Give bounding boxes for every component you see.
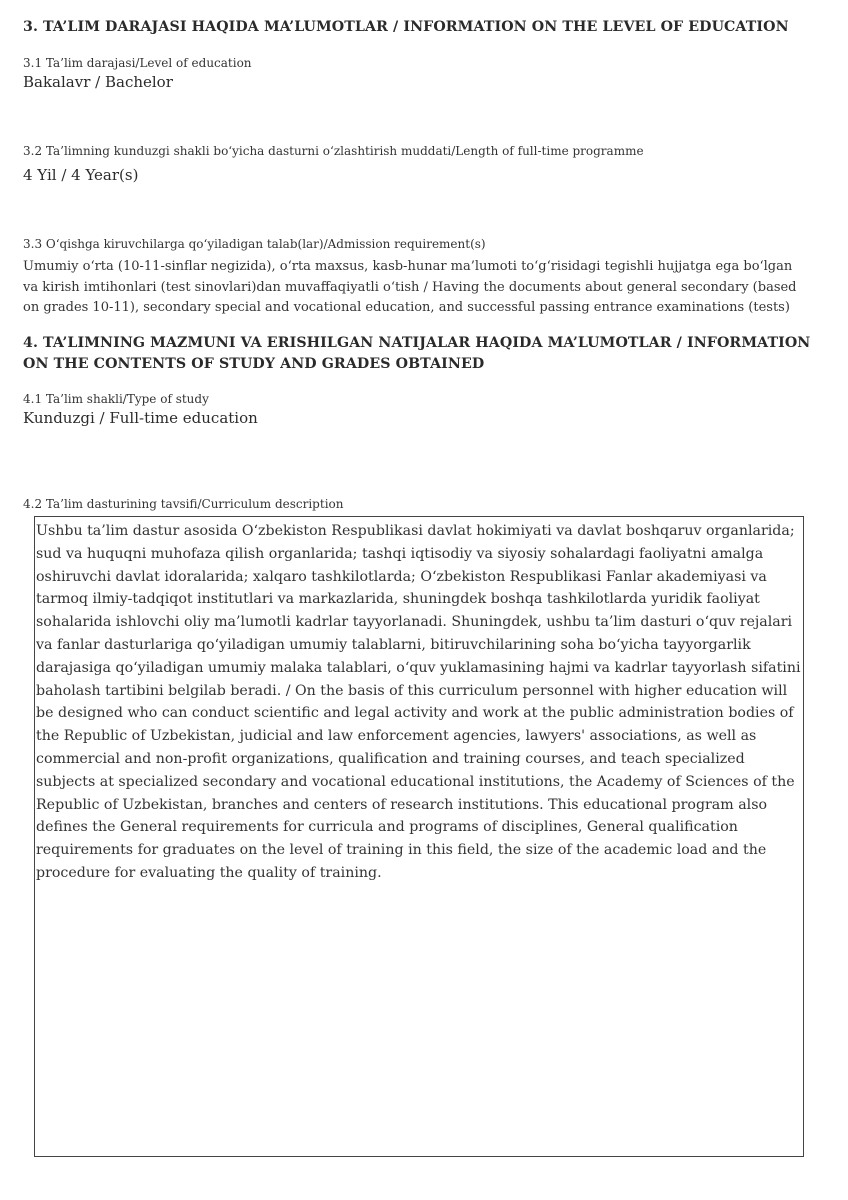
level-of-education-value: Bakalavr / Bachelor: [23, 73, 173, 91]
admission-requirements-value: Umumiy o‘rta (10-11-sinflar negizida), o‘rta maxsus, kasb-hunar ma’lumoti to‘g‘risidagi tegishli hujjatga ega bo‘lgan va kirish imtihonlari (test sinovlari)dan muvaffaqiyatli o‘tish / Having the documents about general secondary (based on grades 10-11), secondary special and vocational education, and successful passing entrance examinations (tests): [23, 259, 797, 315]
curriculum-description-box: [34, 516, 804, 1157]
programme-length-label: 3.2 Ta’limning kunduzgi shakli bo‘yicha dasturni o‘zlashtirish muddati/Length of full-time programme: [23, 144, 644, 158]
section-4-heading: 4. TA’LIMNING MAZMUNI VA ERISHILGAN NATIJALAR HAQIDA MA’LUMOTLAR / INFORMATION ON THE CONTENTS OF STUDY AND GRADES OBTAINED: [23, 335, 811, 372]
admission-requirements-label: 3.3 O‘qishga kiruvchilarga qo‘yiladigan talab(lar)/Admission requirement(s): [23, 237, 486, 251]
programme-length-value: 4 Yil / 4 Year(s): [23, 166, 139, 184]
type-of-study-label: 4.1 Ta’lim shakli/Type of study: [23, 392, 209, 406]
curriculum-description-text: Ushbu ta’lim dastur asosida O‘zbekiston Respublikasi davlat hokimiyati va davlat boshqaruv organlarida; sud va huquqni muhofaza qilish organlarida; tashqi iqtisodiy va siyosiy sohalardagi faoliyatni amalga oshiruvchi davlat idoralarida; xalqaro tashkilotlarda; O‘zbekiston Respublikasi Fanlar akademiyasi va tarmoq ilmiy-tadqiqot institutlari va markazlarida, shuningdek boshqa tashkilotlarda yuridik faoliyat sohalarida ishlovchi oliy ma’lumotli kadrlar tayyorlanadi. Shuningdek, ushbu ta’lim dasturi o‘quv rejalari va fanlar dasturlariga qo‘yiladigan umumiy talablarni, bitiruvchilarining soha bo‘yicha tayyorgarlik darajasiga qo‘yiladigan umumiy malaka talablari, o‘quv yuklamasining hajmi va kadrlar tayyorlash sifatini baholash tartibini belgilab beradi. / On the basis of this curriculum personnel with higher education will be designed who can conduct scientific and legal activity and work at the public administration bodies of the Republic of Uzbekistan, judicial and law enforcement agencies, lawyers' associations, as well as commercial and non-profit organizations, qualification and training courses, and teach specialized subjects at specialized secondary and vocational educational institutions, the Academy of Sciences of the Republic of Uzbekistan, branches and centers of research institutions. This educational program also defines the General requirements for curricula and programs of disciplines, General qualification requirements for graduates on the level of training in this field, the size of the academic load and the procedure for evaluating the quality of training.: [36, 523, 801, 881]
type-of-study-value: Kunduzgi / Full-time education: [23, 409, 258, 427]
section-3-heading: 3. TA’LIM DARAJASI HAQIDA MA’LUMOTLAR / INFORMATION ON THE LEVEL OF EDUCATION: [23, 19, 789, 35]
curriculum-description-label: 4.2 Ta’lim dasturining tavsifi/Curriculum description: [23, 497, 344, 511]
level-of-education-label: 3.1 Ta’lim darajasi/Level of education: [23, 56, 252, 70]
